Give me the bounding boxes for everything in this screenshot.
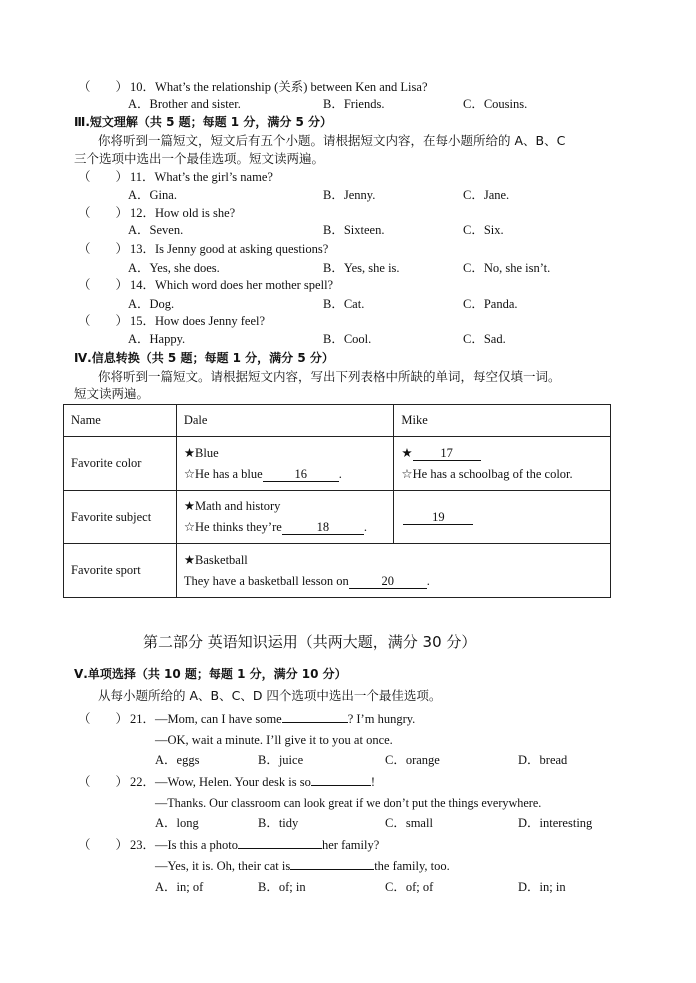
q21-paren: （ ） xyxy=(78,712,129,726)
cell-dale-color xyxy=(176,437,394,491)
q13-option-a: A．Yes, she does. xyxy=(128,261,220,275)
dale-color-line1: ★Blue xyxy=(183,445,219,460)
section5-instruction: 从每小题所给的 A、B、C、D 四个选项中选出一个最佳选项。 xyxy=(98,688,442,703)
q10-paren: （ ） xyxy=(78,80,129,94)
mike-color-line1: ★ 17 xyxy=(401,443,603,464)
row-label-subject: Favorite subject xyxy=(64,491,177,544)
q15-option-b: B．Cool. xyxy=(323,332,372,346)
q21-blank[interactable] xyxy=(282,722,348,723)
q10-option-a: A．Brother and sister. xyxy=(128,97,241,111)
dale-subject-line1: ★Math and history xyxy=(183,499,281,513)
row-label-color: Favorite color xyxy=(64,437,177,491)
q11-option-c: C．Jane. xyxy=(463,188,510,202)
cell-dale-subject xyxy=(176,491,394,544)
q15-option-c: C．Sad. xyxy=(463,332,506,346)
q11-text: What’s the girl’s name? xyxy=(154,170,273,184)
q22-paren: （ ） xyxy=(78,775,129,789)
info-table xyxy=(63,404,611,598)
q15-question xyxy=(130,313,265,329)
table-header-row xyxy=(64,405,611,437)
cell-mike-color xyxy=(394,437,611,491)
q22-option-b: B．tidy xyxy=(258,816,299,830)
dale-color-line2: ☆He has a blue 16 . xyxy=(183,466,342,481)
blank-19[interactable]: 19 xyxy=(403,510,473,525)
blank-18[interactable]: 18 xyxy=(282,520,364,535)
blank-17[interactable]: 17 xyxy=(413,446,481,461)
q11-option-a: A．Gina. xyxy=(128,188,177,202)
q23-option-c: C．of; of xyxy=(385,880,434,894)
q12-option-a: A．Seven. xyxy=(128,223,184,237)
q21-line1: 21．—Mom, can I have some ? I’m hungry. xyxy=(130,712,416,726)
q23-blank1[interactable] xyxy=(238,848,322,849)
row-label-sport: Favorite sport xyxy=(64,544,177,598)
q22-blank[interactable] xyxy=(311,785,371,786)
q21-option-b: B．juice xyxy=(258,753,304,767)
section5-title: Ⅴ.单项选择（共 10 题；每题 1 分，满分 10 分） xyxy=(74,667,347,681)
q13-question xyxy=(130,241,328,257)
section4-instruction-line1: 你将听到一篇短文。请根据短文内容，写出下列表格中所缺的单词，每空仅填一词。 xyxy=(98,369,561,384)
q23-number: 23． xyxy=(130,838,156,852)
part2-title: 第二部分 英语知识运用（共两大题，满分 30 分） xyxy=(143,633,477,651)
q22-line1: 22．—Wow, Helen. Your desk is so ! xyxy=(130,775,376,789)
q14-option-a: A．Dog. xyxy=(128,297,175,311)
q15-text: How does Jenny feel? xyxy=(155,314,266,328)
q11-question xyxy=(130,169,273,185)
q10-question xyxy=(130,79,428,95)
q23-line2: —Yes, it is. Oh, their cat is the family, too. xyxy=(155,859,450,873)
table-row-sport xyxy=(64,544,611,598)
q14-text: Which word does her mother spell? xyxy=(155,278,334,292)
q21-option-d: D．bread xyxy=(518,753,568,767)
q23-paren: （ ） xyxy=(78,838,129,852)
q11-paren: （ ） xyxy=(78,170,129,184)
q10-option-c: C．Cousins. xyxy=(463,97,528,111)
q13-option-c: C．No, she isn’t. xyxy=(463,261,551,275)
q23-option-a: A．in; of xyxy=(155,880,204,894)
dale-sport-line2: They have a basketball lesson on 20 . xyxy=(183,573,430,588)
q22-number: 22． xyxy=(130,775,156,789)
section3-instruction-line2: 三个选项中选出一个最佳选项。短文读两遍。 xyxy=(74,151,325,166)
header-dale: Dale xyxy=(176,405,394,437)
q10-number: 10． xyxy=(130,80,156,94)
q12-option-c: C．Six. xyxy=(463,223,504,237)
q12-paren: （ ） xyxy=(78,206,129,220)
q15-paren: （ ） xyxy=(78,314,129,328)
q11-number: 11． xyxy=(130,170,155,184)
q11-option-b: B．Jenny. xyxy=(323,188,376,202)
section3-instruction-line1: 你将听到一篇短文，短文后有五个小题。请根据短文内容，在每小题所给的 A、B、C xyxy=(98,133,566,148)
q22-option-c: C．small xyxy=(385,816,433,830)
q10-option-b: B．Friends. xyxy=(323,97,385,111)
blank-20[interactable]: 20 xyxy=(349,574,427,589)
q23-line1: 23．—Is this a photo her family? xyxy=(130,838,380,852)
q13-option-b: B．Yes, she is. xyxy=(323,261,400,275)
q21-option-c: C．orange xyxy=(385,753,440,767)
q12-number: 12． xyxy=(130,206,156,220)
q14-question xyxy=(130,277,333,293)
header-mike: Mike xyxy=(394,405,611,437)
q22-option-a: A．long xyxy=(155,816,199,830)
table-row-color xyxy=(64,437,611,491)
cell-dale-sport xyxy=(176,544,610,598)
q23-option-d: D．in; in xyxy=(518,880,566,894)
q22-line2: —Thanks. Our classroom can look great if we don’t put the things everywhere. xyxy=(155,796,542,810)
q13-text: Is Jenny good at asking questions? xyxy=(155,242,329,256)
section4-instruction-line2: 短文读两遍。 xyxy=(74,386,150,401)
q12-question xyxy=(130,205,235,221)
table-row-subject xyxy=(64,491,611,544)
q23-option-b: B．of; in xyxy=(258,880,306,894)
q21-number: 21． xyxy=(130,712,156,726)
q12-text: How old is she? xyxy=(155,206,236,220)
dale-sport-line1: ★Basketball xyxy=(183,552,248,567)
header-name: Name xyxy=(64,405,177,437)
q14-paren: （ ） xyxy=(78,278,129,292)
blank-16[interactable]: 16 xyxy=(263,467,339,482)
section4-title: Ⅳ.信息转换（共 5 题；每题 1 分，满分 5 分） xyxy=(74,351,334,365)
q14-option-c: C．Panda. xyxy=(463,297,518,311)
mike-color-line2: ☆He has a schoolbag of the color. xyxy=(401,466,573,481)
q14-number: 14． xyxy=(130,278,156,292)
q22-option-d: D．interesting xyxy=(518,816,593,830)
cell-mike-subject xyxy=(394,491,611,544)
q21-line2: —OK, wait a minute. I’ll give it to you at once. xyxy=(155,733,393,747)
q13-paren: （ ） xyxy=(78,242,129,256)
q12-option-b: B．Sixteen. xyxy=(323,223,385,237)
q14-option-b: B．Cat. xyxy=(323,297,365,311)
q13-number: 13． xyxy=(130,242,156,256)
q21-option-a: A．eggs xyxy=(155,753,200,767)
q23-blank2[interactable] xyxy=(290,869,374,870)
q15-option-a: A．Happy. xyxy=(128,332,186,346)
q15-number: 15． xyxy=(130,314,156,328)
q10-text: What’s the relationship (关系) between Ken and Lisa? xyxy=(155,80,428,94)
section3-title: Ⅲ.短文理解（共 5 题；每题 1 分，满分 5 分） xyxy=(74,115,333,129)
dale-subject-line2: ☆He thinks they’re 18 . xyxy=(183,520,367,534)
